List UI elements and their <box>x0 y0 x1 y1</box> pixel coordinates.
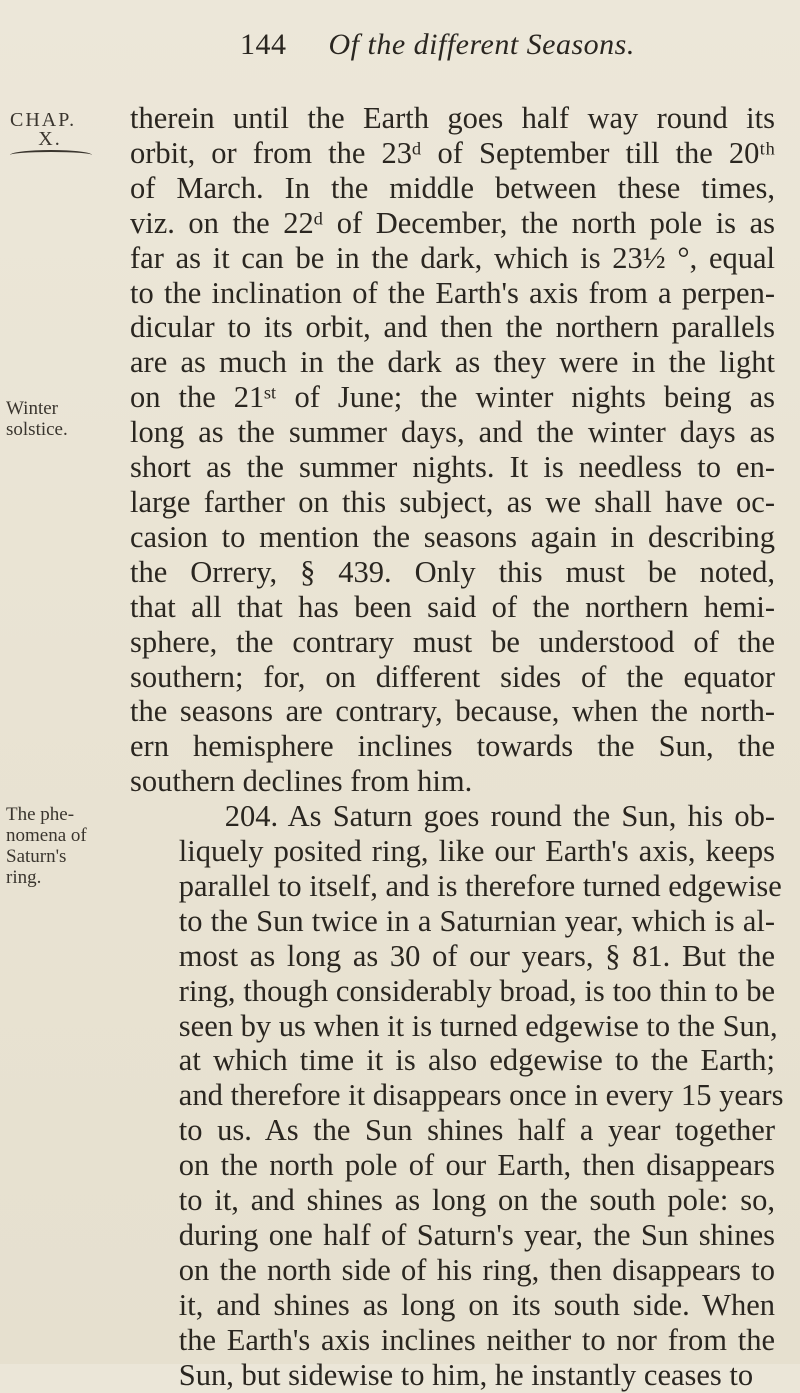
margin-note-line: solstice. <box>6 419 68 440</box>
margin-note-line: Winter <box>6 398 58 419</box>
text-line: the Orrery, § 439. Only this must be noted, <box>130 554 775 589</box>
brace-mark <box>10 150 92 160</box>
margin-note-line: The phe- <box>6 804 75 825</box>
text-line: on the north side of his ring, then disappears to <box>178 1252 775 1287</box>
text-line: southern; for, on different sides of the equator <box>130 659 775 694</box>
text-line: large farther on this subject, as we shall have oc- <box>130 484 775 519</box>
text-line: to the inclination of the Earth's axis from a perpen- <box>130 275 775 310</box>
text-line: and therefore it disappears once in every 15 years <box>178 1078 784 1113</box>
text-line: at which time it is also edgewise to the Earth; <box>178 1043 775 1078</box>
text-line: long as the summer days, and the winter days as <box>130 415 775 450</box>
text-line: most as long as 30 of our years, § 81. But the <box>178 938 775 973</box>
text-line: ring, though considerably broad, is too thin to be <box>178 973 775 1008</box>
text-line: on the north pole of our Earth, then disappears <box>178 1148 775 1183</box>
margin-note-line: ring. <box>6 867 42 888</box>
paragraph-seasons <box>130 101 775 799</box>
text-line: it, and shines as long on its south side. When <box>178 1287 775 1322</box>
text-line: casion to mention the seasons again in describing <box>130 519 775 554</box>
text-line: far as it can be in the dark, which is 23½ °, equal <box>130 240 775 275</box>
text-line: orbit, or from the 23ᵈ of September till the 20ᵗʰ <box>130 135 775 170</box>
chapter-marker <box>10 110 110 160</box>
text-line: to us. As the Sun shines half a year together <box>178 1113 775 1148</box>
body-text <box>130 101 784 1393</box>
text-line: viz. on the 22ᵈ of December, the north pole is as <box>130 205 775 240</box>
text-line: ern hemisphere inclines towards the Sun, the <box>130 729 775 764</box>
page-number: 144 <box>240 28 287 61</box>
margin-note-winter-solstice <box>6 398 106 440</box>
text-line: parallel to itself, and is therefore turned edgewise <box>178 868 782 903</box>
text-line: southern declines from him. <box>130 764 473 799</box>
text-line: Sun, but sidewise to him, he instantly ceases to <box>178 1357 754 1392</box>
text-line: to it, and shines as long on the south pole: so, <box>178 1183 775 1218</box>
text-line: the Earth's axis inclines neither to nor from the <box>178 1322 775 1357</box>
running-header <box>240 28 635 62</box>
chapter-number: X. <box>38 128 62 150</box>
text-line: sphere, the contrary must be understood of the <box>130 624 775 659</box>
text-line: are as much in the dark as they were in the light <box>130 345 775 380</box>
text-line: therein until the Earth goes half way round its <box>130 101 775 135</box>
text-line: to the Sun twice in a Saturnian year, which is al- <box>178 903 775 938</box>
margin-note-line: nomena of <box>6 825 87 846</box>
running-title: Of the different Seasons. <box>328 28 635 61</box>
text-line: on the 21ˢᵗ of June; the winter nights being as <box>130 380 775 415</box>
text-line: 204. As Saturn goes round the Sun, his ob- <box>224 799 775 834</box>
text-line: that all that has been said of the northern hemi- <box>130 589 775 624</box>
paragraph-saturn-ring <box>130 799 784 1392</box>
text-line: during one half of Saturn's year, the Sun shines <box>178 1218 775 1252</box>
text-line: of March. In the middle between these times, <box>130 170 775 205</box>
text-line: seen by us when it is turned edgewise to the Sun, <box>178 1008 778 1043</box>
text-line: dicular to its orbit, and then the northern parallels <box>130 310 775 345</box>
text-line: short as the summer nights. It is needless to en- <box>130 450 775 485</box>
chapter-label: CHAP. <box>10 109 77 131</box>
text-line: the seasons are contrary, because, when the north- <box>130 694 775 729</box>
margin-note-line: Saturn's <box>6 846 67 867</box>
text-line: liquely posited ring, like our Earth's axis, keeps <box>178 834 775 869</box>
margin-note-saturn-ring <box>6 804 106 888</box>
